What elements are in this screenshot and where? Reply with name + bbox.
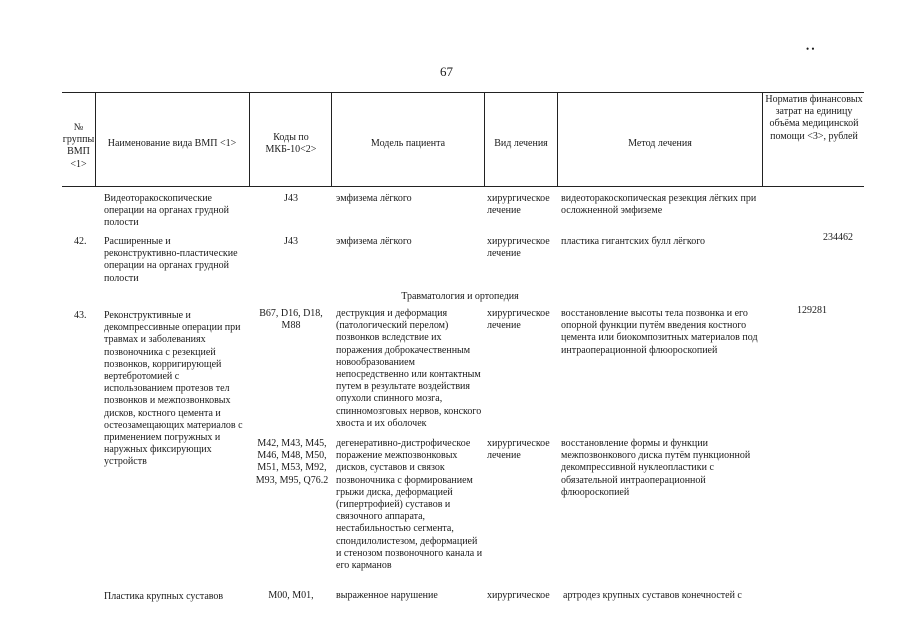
row-codes: B67, D16, D18, M88 [259, 308, 323, 332]
row-codes: J43 [284, 236, 298, 247]
col-divider [331, 92, 332, 187]
row-treatment-type: хирургическое лечение [487, 236, 550, 260]
header-col-codes: Коды по МКБ-10<2> [265, 132, 317, 156]
row-model: эмфизема лёгкого [336, 236, 412, 247]
corner-marks: • • [806, 44, 815, 54]
header-col-model: Модель пациента [370, 138, 446, 149]
row-method: артродез крупных суставов конечностей с [563, 590, 742, 601]
row-norm: 234462 [823, 232, 853, 243]
row-name: Реконструктивные и декомпрессивные операции при травмах и заболеваниях позвоночника с резекцией позвонков, корригирующей вертебротомией с использованием протезов тел позвонков и межпозвонковых дисков, костного цемента и остеозамещающих материалов с применением погружных и наружных фиксирующих устройств [104, 310, 243, 468]
row-method: восстановление формы и функции межпозвонкового диска путём пункционной декомпрессивной нуклеопластики с обязательной интраоперационной флюороскопией [561, 438, 751, 498]
row-codes: M00, M01, [268, 590, 314, 601]
header-col-name: Наименование вида ВМП <1> [107, 138, 237, 149]
row-codes: J43 [284, 193, 298, 204]
header-bottom-rule [62, 186, 864, 187]
row-model: выраженное нарушение [336, 590, 438, 601]
row-method: пластика гигантских булл лёгкого [561, 236, 706, 247]
row-name: Расширенные и реконструктивно-пластические операции на органах грудной полости [104, 236, 238, 284]
row-treatment-type: хирургическое лечение [487, 193, 550, 217]
header-col-no: № группы ВМП <1> [62, 122, 95, 170]
row-method: видеоторакоскопическая резекция лёгких при осложненной эмфиземе [561, 193, 757, 217]
row-method: восстановление высоты тела позвонка и его опорной функции путём введения костного цемента или биокомпозитных материалов под интраоперационной флюороскопией [561, 308, 758, 356]
row-name: Видеоторакоскопические операции на органах грудной полости [104, 193, 230, 229]
col-divider [557, 92, 558, 187]
row-model: эмфизема лёгкого [336, 193, 412, 204]
row-number: 42. [74, 236, 87, 247]
header-col-type: Вид лечения [494, 138, 548, 149]
col-divider [249, 92, 250, 187]
header-col-method: Метод лечения [628, 138, 692, 149]
row-name: Пластика крупных суставов [104, 591, 224, 602]
row-treatment-type: хирургическое лечение [487, 308, 550, 332]
section-heading: Травматология и ортопедия [401, 291, 519, 302]
col-divider [484, 92, 485, 187]
row-model: дегенеративно-дистрофическое поражение межпозвонковых дисков, суставов и связок позвоночника с формированием грыжи диска, деформацией (гипертрофией) суставов и связочного аппарата, нестабильностью сегмента, спондилолистезом, деформацией и стенозом позвоночного канала и его карманов [336, 438, 483, 572]
row-treatment-type: хирургическое лечение [487, 438, 550, 462]
col-divider [95, 92, 96, 187]
page-number: 67 [440, 64, 453, 79]
row-norm: 129281 [797, 305, 827, 316]
header-col-norm: Норматив финансовых затрат на единицу объёма медицинской помощи <3>, рублей [765, 94, 863, 142]
row-model: деструкция и деформация (патологический перелом) позвонков вследствие их поражения доброкачественным новообразованием непосредственно или контактным путем в результате воздействия опухоли спинного мозга, спинномозговых нервов, конского хвоста и их оболочек [336, 308, 482, 429]
col-divider [762, 92, 763, 187]
row-codes: M42, M43, M45, M46, M48, M50, M51, M53, M92, M93, M95, Q76.2 [255, 438, 329, 486]
table-top-rule [62, 92, 864, 93]
row-number: 43. [74, 310, 87, 321]
row-treatment-type: хирургическое [487, 590, 550, 601]
